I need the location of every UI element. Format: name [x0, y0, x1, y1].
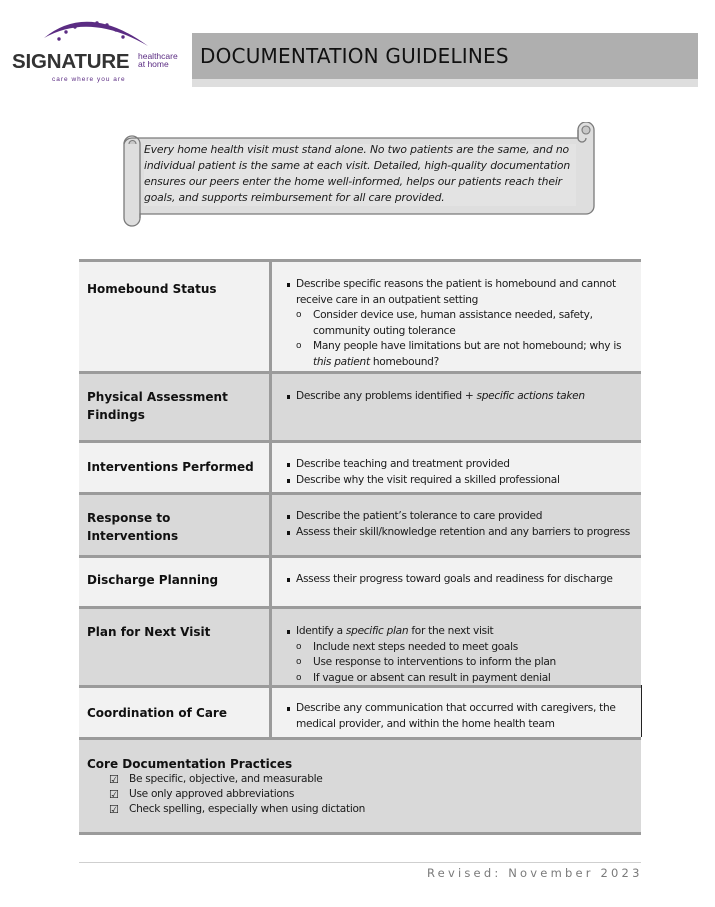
logo-subtitle [138, 52, 178, 68]
bullet-item: Describe why the visit required a skilled professional [286, 473, 635, 489]
sub-bullet-item: o Use response to interventions to inform the plan [286, 655, 635, 671]
sub-bullet-item: o Consider device use, human assistance needed, safety, community outing tolerance [286, 308, 635, 339]
checked-box-icon: ☑ [109, 773, 119, 786]
table-row-interventions-performed [79, 440, 641, 492]
table-row-homebound-status [79, 259, 641, 371]
sub-bullet-item: o If vague or absent can result in payment denial [286, 671, 635, 687]
table-row-coordination-of-care [79, 685, 641, 737]
bullet-item: Describe teaching and treatment provided [286, 457, 635, 473]
logo-tagline: care where you are [52, 76, 126, 83]
core-practice-text: Use only approved abbreviations [129, 788, 295, 800]
table-row-response-to-interventions [79, 492, 641, 555]
row-label: Discharge Planning [79, 558, 272, 606]
row-content [272, 443, 641, 492]
page-title: DOCUMENTATION GUIDELINES [200, 44, 509, 68]
row-label: Plan for Next Visit [79, 609, 272, 685]
title-bar-underline [192, 79, 698, 87]
guidelines-table [79, 259, 641, 835]
row-content [272, 688, 641, 737]
sub-bullet-item: o Include next steps needed to meet goals [286, 640, 635, 656]
row-label: Interventions Performed [79, 443, 272, 492]
core-practice-text: Be specific, objective, and measurable [129, 773, 323, 785]
table-row-physical-assessment [79, 371, 641, 440]
logo-wordmark: SIGNATURE [12, 50, 130, 73]
table-row-discharge-planning [79, 555, 641, 606]
revised-date: Revised: November 2023 [427, 866, 643, 880]
sub-bullet-item: o Many people have limitations but are not homebound; why is this patient homebound? [286, 339, 635, 370]
row-content [272, 495, 641, 555]
core-practices-title: Core Documentation Practices [87, 757, 293, 771]
checked-box-icon: ☑ [109, 803, 119, 816]
row-content [272, 262, 641, 371]
footer-divider [79, 862, 641, 863]
row-label: Homebound Status [79, 262, 272, 371]
bullet-item: Assess their skill/knowledge retention and any barriers to progress [286, 525, 635, 541]
row-label: Coordination of Care [79, 688, 272, 737]
row-content [272, 558, 641, 606]
intro-text: Every home health visit must stand alone. No two patients are the same, and no individual patient is the same at each visit. Detailed, high-quality documentation ensures our peers enter the home well-informed, helps our patients reach their goals, and supports reimbursement for all care provided. [144, 143, 571, 204]
intro-scroll-banner [120, 122, 598, 232]
core-practice-item [87, 802, 633, 817]
row-label: Physical Assessment Findings [79, 374, 272, 440]
table-row-plan-for-next-visit [79, 606, 641, 685]
core-practice-text: Check spelling, especially when using dictation [129, 803, 366, 815]
row-content [272, 374, 641, 440]
bullet-item: Describe the patient’s tolerance to care provided [286, 509, 635, 525]
bullet-item: Describe specific reasons the patient is homebound and cannot receive care in an outpatient setting [286, 277, 635, 308]
logo-sub-line1: healthcare [138, 51, 178, 61]
logo-sub-line2: at home [138, 59, 169, 69]
core-practices-section [79, 737, 641, 835]
core-practice-item [87, 772, 633, 787]
bullet-item: Identify a specific plan for the next visit [286, 624, 635, 640]
core-practice-item [87, 787, 633, 802]
checked-box-icon: ☑ [109, 788, 119, 801]
company-logo [8, 8, 190, 88]
cell-edge-line [641, 685, 642, 737]
bullet-item: Describe any problems identified + specific actions taken [286, 389, 635, 405]
bullet-item: Describe any communication that occurred with caregivers, the medical provider, and within the home health team [286, 701, 635, 732]
logo-arc-icon [8, 8, 190, 56]
row-label: Response to Interventions [79, 495, 272, 555]
bullet-item: Assess their progress toward goals and readiness for discharge [286, 572, 635, 588]
row-content [272, 609, 641, 685]
